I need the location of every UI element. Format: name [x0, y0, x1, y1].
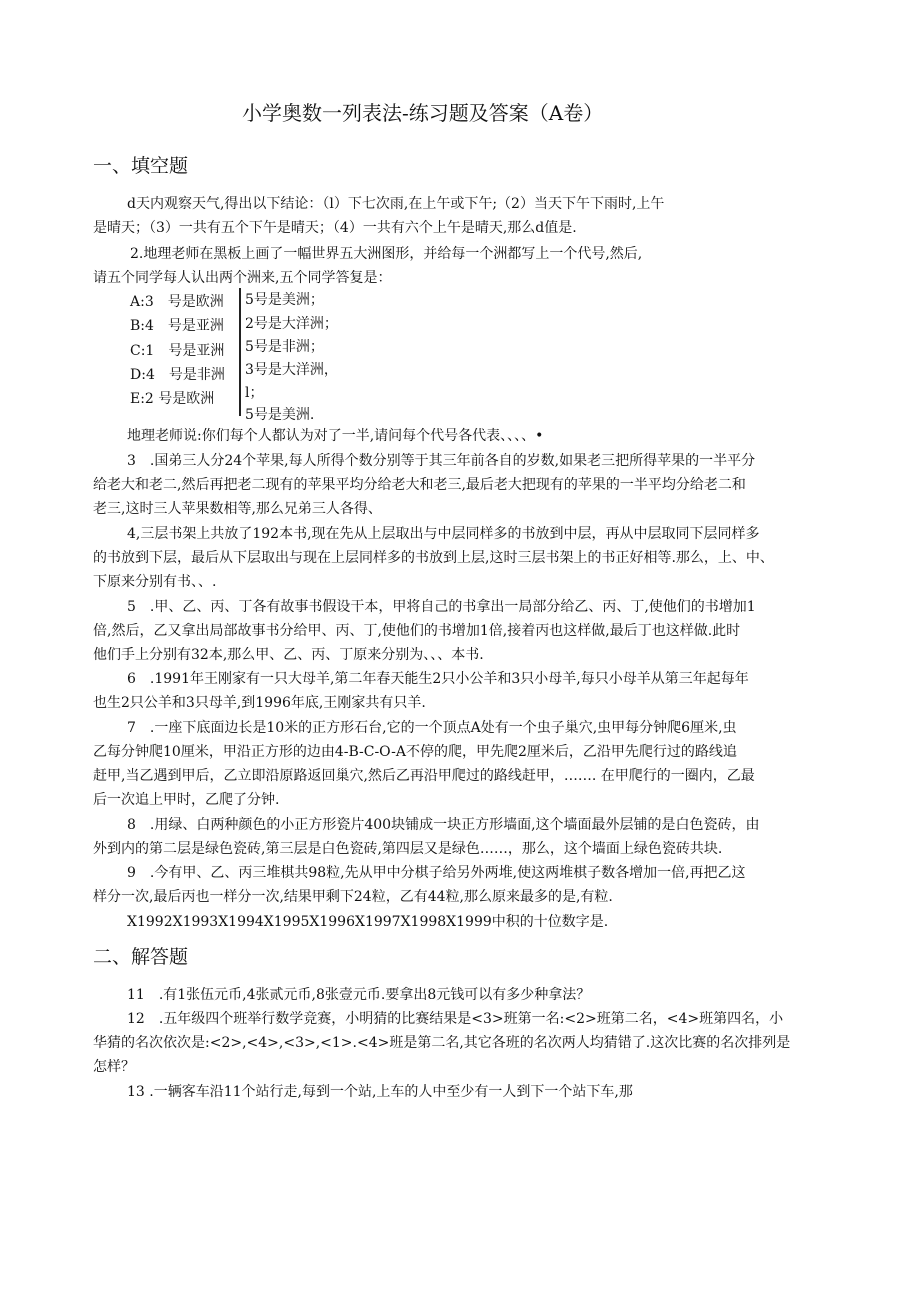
answer-b-second: 2号是大洋洲；: [245, 316, 338, 332]
question-9-line-2: 样分一次,最后丙也一样分一次,结果甲剩下24粒，乙有44粒,那么原来最多的是,有粒.: [93, 889, 613, 905]
question-8-line-1: 8 .用绿、白两种颜色的小正方形瓷片400块铺成一块正方形墙面,这个墙面最外层铺的是白色瓷砖，由: [127, 817, 760, 833]
question-12-line-1: 12 .五年级四个班举行数学竞赛，小明猜的比赛结果是<3>班第一名:<2>班第二名，<4>班第四名，小: [127, 1011, 784, 1027]
answer-a: A:3 号是欧洲: [130, 294, 224, 310]
answer-divider: [239, 288, 241, 416]
question-3-line-2: 给老大和老二,然后再把老二现有的苹果平均分给老大和老三,最后老大把现有的苹果的一半平均分给老二和: [93, 477, 746, 493]
question-2-ending: 地理老师说:你们每个人都认为对了一半,请问每个代号各代表、、、、•: [127, 428, 544, 444]
question-11: 11 .有1张伍元币,4张贰元币,8张壹元币.要拿出8元钱可以有多少种拿法？: [127, 987, 591, 1003]
question-12-line-2: 华猜的名次依次是:<2>,<4>,<3>,<1>.<4>班是第二名,其它各班的名次两人均猜错了.这次比赛的名次排列是: [93, 1035, 791, 1051]
question-4-line-3: 下原来分别有书、、.: [93, 574, 217, 590]
answer-b: B:4 号是亚洲: [130, 318, 224, 334]
question-3-line-1: 3 .国弟三人分24个苹果,每人所得个数分别等于其三年前各自的岁数,如果老三把所得苹果的一半平分: [127, 453, 756, 469]
question-10: X1992X1993X1994X1995X1996X1997X1998X1999中积的十位数字是.: [127, 914, 609, 930]
question-7-line-4: 后一次追上甲时，乙爬了分钟.: [93, 792, 280, 808]
answer-e-second: 5号是美洲.: [245, 407, 315, 423]
question-5-line-2: 倍,然后，乙又拿出局部故事书分给甲、丙、丁,使他们的书增加1倍,接着丙也这样做,最后丁也这样做.此时: [93, 623, 741, 639]
question-13: 13 .一辆客车沿11个站行走,每到一个站,上车的人中至少有一人到下一个站下车,那: [127, 1084, 633, 1100]
question-4-line-2: 的书放到下层，最后从下层取出与现在上层同样多的书放到上层,这时三层书架上的书正好相等.那么，上、中、: [93, 550, 774, 566]
answer-d: D:4 号是非洲: [130, 367, 225, 383]
question-7-line-2: 乙每分钟爬10厘米，甲沿正方形的边由4-B-C-O-A不停的爬，甲先爬2厘米后，乙沿甲先爬行过的路线追: [93, 744, 737, 760]
question-1-line-1: d天内观察天气,得出以下结论：（l）下七次雨,在上午或下午;（2）当天下午下雨时,上午: [127, 196, 665, 212]
question-5-line-3: 他们手上分别有32本,那么甲、乙、丙、丁原来分别为、、、本书.: [93, 647, 484, 663]
question-6-line-1: 6 .1991年王刚家有一只大母羊,第二年春天能生2只小公羊和3只小母羊,每只小母羊从第三年起每年: [127, 671, 749, 687]
question-1-line-2: 是晴天；（3）一共有五个下午是晴天；（4）一共有六个上午是晴天,那么d值是.: [93, 220, 577, 236]
question-6-line-2: 也生2只公羊和3只母羊,到1996年底,王刚家共有只羊.: [93, 695, 426, 711]
section-heading-solve: 二、解答题: [93, 946, 189, 968]
answer-c: C:1 号是亚洲: [130, 343, 225, 359]
question-5-line-1: 5 .甲、乙、丙、丁各有故事书假设干本，甲将自己的书拿出一局部分给乙、丙、丁,使他们的书增加1: [127, 599, 756, 615]
question-4-line-1: 4,三层书架上共放了192本书,现在先从上层取出与中层同样多的书放到中层，再从中层取同下层同样多: [127, 526, 760, 542]
answer-e: E:2 号是欧洲: [130, 391, 215, 407]
page-title: 小学奥数一列表法-练习题及答案（A卷）: [242, 101, 604, 125]
question-12-line-3: 怎样？: [93, 1059, 135, 1075]
question-2-line-2: 请五个同学每人认出两个洲来,五个同学答复是：: [93, 270, 392, 286]
question-7-line-1: 7 .一座下底面边长是10米的正方形石台,它的一个顶点A处有一个虫子巢穴,虫甲每分钟爬6厘米,虫: [127, 720, 737, 736]
question-9-line-1: 9 .今有甲、乙、丙三堆棋共98粒,先从甲中分棋子给另外两堆,使这两堆棋子数各增加一倍,再把乙这: [127, 865, 746, 881]
section-heading-fill-blank: 一、填空题: [93, 155, 189, 177]
answer-d-second: 3号是大洋洲，: [245, 362, 338, 378]
question-8-line-2: 外到内的第二层是绿色瓷砖,第三层是白色瓷砖,第四层又是绿色……，那么，这个墙面上绿色瓷砖共块.: [93, 841, 723, 857]
question-7-line-3: 赶甲,当乙遇到甲后，乙立即沿原路返回巢穴,然后乙再沿甲爬过的路线赶甲，……. 在甲爬行的一圈内，乙最: [93, 768, 755, 784]
answer-e-fragment: l；: [245, 385, 264, 401]
answer-c-second: 5号是非洲；: [245, 339, 324, 355]
question-3-line-3: 老三,这时三人苹果数相等,那么兄弟三人各得、: [93, 501, 382, 517]
question-2-line-1: 2.地理老师在黑板上画了一幅世界五大洲图形，并给每一个洲都写上一个代号,然后,: [130, 246, 643, 262]
answer-a-second: 5号是美洲；: [245, 292, 324, 308]
